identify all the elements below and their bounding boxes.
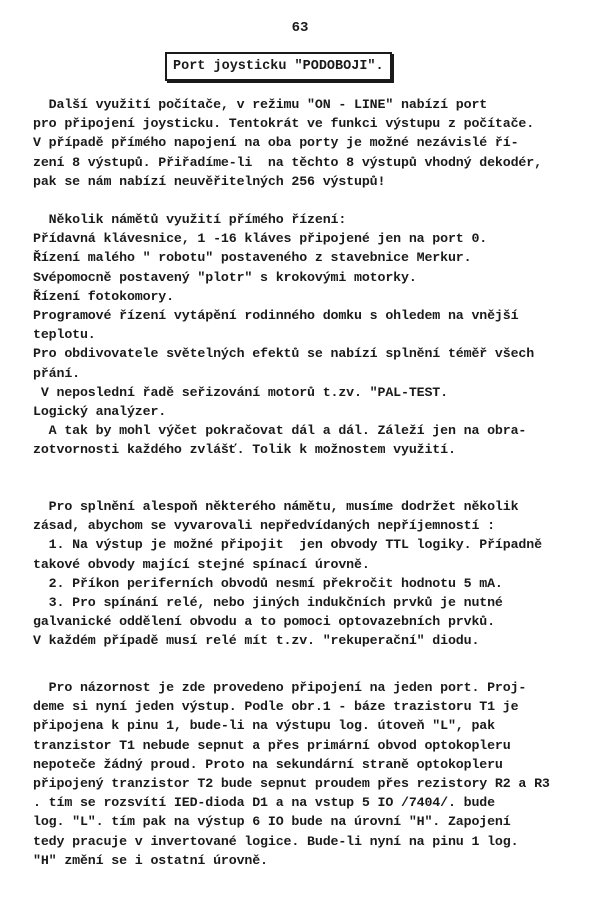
text-line: Řízení malého " robotu" postaveného z stavebnice Merkur. [33,250,472,266]
text-line: pak se nám nabízí neuvěřitelných 256 výstupů! [33,173,386,189]
text-line: "H" změní se i ostatní úrovně. [33,852,268,868]
text-line: log. "L". tím pak na výstup 6 IO bude na úrovní "H". Zapojení [33,814,511,830]
text-line: Pro obdivovatele světelných efektů se nabízí splnění téměř všech [33,346,535,362]
paragraph-ideas [33,210,578,459]
text-line: Pro splnění alespoň některého námětu, musíme dodržet několik [33,499,519,514]
text-line: připojený tranzistor T2 bude sepnut proudem přes rezistory R2 a R3 [33,775,550,791]
text-line: Pro názornost je zde provedeno připojení na jeden port. Proj- [33,680,527,695]
text-line: Řízení fotokomory. [33,288,174,304]
text-line: připojena k pinu 1, bude-li na výstupu log. útoveň "L", pak [33,718,495,734]
text-line: nepoteče žádný proud. Proto na sekundární straně optokopleru [33,756,503,772]
text-line: 2. Příkon periferních obvodů nesmí překročit hodnotu 5 mA. [33,575,503,591]
page-number: 63 [291,20,309,36]
text-line: deme si nyní jeden výstup. Podle obr.1 - báze trazistoru T1 je [33,699,519,715]
text-line: 1. Na výstup je možné připojit jen obvody TTL logiky. Případně [33,537,542,553]
text-line: Několik námětů využití přímého řízení: [33,212,347,227]
text-line: zásad, abychom se vyvarovali nepředvídaných nepříjemností : [33,518,495,534]
text-line: teplotu. [33,327,96,343]
section-title: Port joysticku "PODOBOJI". [165,52,392,81]
text-line: zotvornosti každého zvlášť. Tolik k možnostem využití. [33,442,456,458]
text-line: V případě přímého napojení na oba porty je možné nezávislé ří- [33,135,519,151]
text-line: Programové řízení vytápění rodinného domku s ohledem na vnější [33,307,519,323]
text-line: V každém případě musí relé mít t.zv. "rekuperační" diodu. [33,633,480,649]
text-line: zení 8 výstupů. Přiřadíme-li na těchto 8 výstupů vhodný dekodér, [33,154,542,170]
text-line: pro připojení joysticku. Tentokrát ve funkci výstupu z počítače. [33,116,535,132]
text-line: Svépomocně postavený "plotr" s krokovými motorky. [33,269,417,285]
text-line: takové obvody mající stejné spínací úrovně. [33,556,370,572]
text-line: V neposlední řadě seřizování motorů t.zv. "PAL-TEST. [33,384,448,400]
text-line: tedy pracuje v invertované logice. Bude-li nyní na pinu 1 log. [33,833,519,849]
paragraph-intro [33,95,578,191]
paragraph-rules [33,497,578,651]
text-line: 3. Pro spínání relé, nebo jiných indukčních prvků je nutné [33,594,503,610]
text-line: Přídavná klávesnice, 1 -16 kláves připojené jen na port 0. [33,231,488,247]
text-line: A tak by mohl výčet pokračovat dál a dál. Záleží jen na obra- [33,423,527,439]
text-line: tranzistor T1 nebude sepnut a přes primární obvod optokopleru [33,737,511,753]
text-line: Další využití počítače, v režimu "ON - LINE" nabízí port [33,97,488,112]
paragraph-example [33,678,578,870]
text-line: . tím se rozsvítí IED-dioda D1 a na vstup 5 IO /7404/. bude [33,795,495,811]
text-line: přání. [33,365,80,381]
text-line: galvanické oddělení obvodu a to pomoci optovazebních prvků. [33,614,495,630]
text-line: Logický analýzer. [33,403,167,419]
